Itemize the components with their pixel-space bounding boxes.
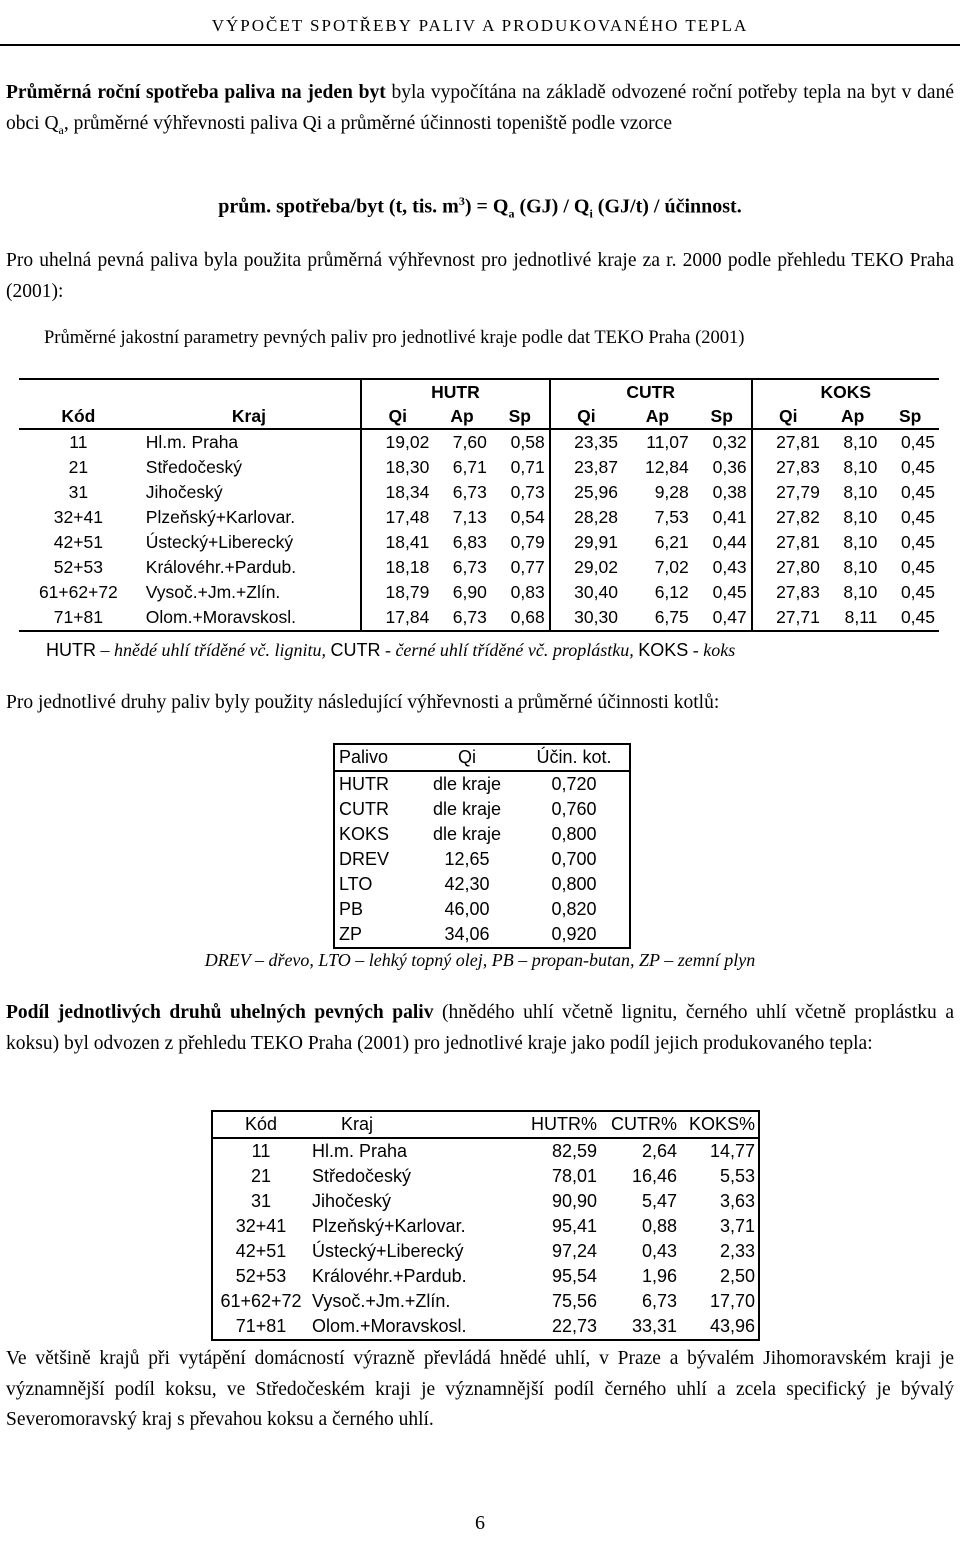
table-row: [19, 455, 939, 480]
cell-value: 27,79: [752, 480, 824, 505]
cell-value: 0,77: [510, 557, 545, 577]
table-row: [212, 1164, 759, 1189]
cell-kod: 52+53: [235, 1266, 287, 1286]
formula-sup: 3: [458, 194, 465, 208]
cell-palivo: PB: [339, 899, 364, 919]
cell-cutr-pct: 0,43: [641, 1241, 677, 1261]
table-row: [334, 897, 630, 922]
group-hutr: HUTR: [361, 379, 550, 404]
cell-kraj: Královéhr.+Pardub.: [312, 1266, 467, 1286]
cell-value: 23,35: [550, 429, 622, 455]
table-row: [212, 1189, 759, 1214]
cell-value: 30,40: [550, 580, 622, 605]
cell-kraj: Královéhr.+Pardub.: [145, 557, 297, 577]
cell-value: 0,47: [712, 607, 747, 627]
cell-kraj: Plzeňský+Karlovar.: [145, 507, 296, 527]
table-row: [19, 429, 939, 455]
formula-sub-i: i: [589, 206, 593, 221]
cell-palivo: CUTR: [339, 799, 389, 819]
table-row: [212, 1239, 759, 1264]
intro-sub-a: a: [58, 122, 64, 137]
cell-value: 6,71: [452, 457, 487, 477]
intro-text-2: , průměrné výhřevnosti paliva Qi a průměrné účinnosti topeniště podle vzorce: [63, 112, 672, 134]
intro-text-1: byla vypočítána na základě odvozené roční potřeby tepla na byt v dané obci Q: [6, 82, 954, 134]
cell-qi: dle kraje: [432, 824, 502, 844]
page-number: 6: [475, 1512, 485, 1534]
table2-note: DREV – dřevo, LTO – lehký topný olej, PB – propan-butan, ZP – zemní plyn: [204, 950, 756, 970]
note-cutr: CUTR: [330, 640, 381, 660]
cell-value: 28,28: [550, 505, 622, 530]
cell-koks-pct: 2,50: [719, 1266, 755, 1286]
cell-kraj: Vysoč.+Jm.+Zlín.: [145, 582, 281, 602]
cell-value: 6,73: [452, 482, 487, 502]
formula-part-2: ) = Q: [464, 195, 509, 218]
table-row: [19, 505, 939, 530]
cell-kraj: Vysoč.+Jm.+Zlín.: [312, 1291, 451, 1311]
cell-value: 0,45: [712, 582, 747, 602]
cell-cutr-pct: 16,46: [631, 1166, 677, 1186]
cell-koks-pct: 2,33: [719, 1241, 755, 1261]
col-hutr-qi: Qi: [361, 404, 433, 429]
cell-koks-pct: 14,77: [709, 1141, 755, 1161]
cell-value: 6,75: [654, 607, 689, 627]
cell-value: 0,44: [712, 532, 747, 552]
cell-hutr-pct: 90,90: [551, 1191, 597, 1211]
cell-value: 0,45: [900, 582, 935, 602]
cell-cutr-pct: 33,31: [631, 1316, 677, 1336]
cell-hutr-pct: 75,56: [551, 1291, 597, 1311]
cell-palivo: LTO: [339, 874, 373, 894]
cell-value: 0,83: [510, 582, 545, 602]
col-cutr-ap: Ap: [645, 405, 670, 426]
cell-value: 12,84: [644, 457, 689, 477]
cell-kod: 42+51: [235, 1241, 287, 1261]
formula-part-3: (GJ) / Q: [514, 195, 590, 218]
cell-value: 17,84: [361, 605, 433, 631]
cell-value: 25,96: [550, 480, 622, 505]
cell-value: 0,45: [900, 457, 935, 477]
cell-cutr-pct: 2,64: [641, 1141, 677, 1161]
cell-value: 0,43: [712, 557, 747, 577]
cell-value: 11,07: [646, 432, 689, 452]
cell-value: 18,30: [361, 455, 433, 480]
cell-value: 27,81: [752, 429, 824, 455]
cell-value: 8,11: [844, 607, 878, 627]
table-row: [212, 1214, 759, 1239]
col-cutr-pct: CUTR%: [611, 1114, 677, 1134]
cell-value: 6,73: [452, 607, 487, 627]
cell-kraj: Středočeský: [145, 457, 243, 477]
cell-hutr-pct: 95,41: [551, 1216, 597, 1236]
cell-qi: 42,30: [444, 874, 490, 894]
share-bold-lead: Podíl jednotlivých druhů uhelných pevných paliv: [6, 1002, 434, 1023]
cell-hutr-pct: 22,73: [551, 1316, 597, 1336]
cell-kod: 21: [68, 457, 89, 477]
cell-ucinnost: 0,920: [551, 924, 597, 944]
group-koks: KOKS: [752, 379, 939, 404]
col-cutr-sp: Sp: [710, 405, 733, 426]
cell-value: 18,79: [361, 580, 433, 605]
cell-kod: 42+51: [53, 532, 103, 552]
cell-kod: 61+62+72: [38, 582, 118, 602]
cell-kod: 31: [250, 1191, 272, 1211]
intro-paragraph: [6, 78, 954, 145]
cell-koks-pct: 3,71: [719, 1216, 755, 1236]
col-hutr-sp: Sp: [508, 405, 531, 426]
table-row: [19, 530, 939, 555]
cell-kraj: Olom.+Moravskosl.: [312, 1316, 467, 1336]
cell-cutr-pct: 6,73: [641, 1291, 677, 1311]
cell-value: 9,28: [654, 482, 689, 502]
col-koks-sp: Sp: [899, 405, 922, 426]
col-kraj: Kraj: [231, 405, 266, 426]
cell-value: 0,68: [510, 607, 545, 627]
cell-value: 8,10: [843, 582, 878, 602]
table-row: [334, 872, 630, 897]
table-row: [334, 822, 630, 847]
cell-value: 6,83: [452, 532, 487, 552]
table1-group-row: [19, 379, 939, 404]
cell-value: 8,10: [843, 532, 878, 552]
formula-sub-a: a: [508, 206, 515, 221]
cell-kraj: Ústecký+Liberecký: [145, 532, 294, 552]
cell-value: 0,73: [510, 482, 545, 502]
cell-koks-pct: 5,53: [719, 1166, 755, 1186]
cell-kraj: Hl.m. Praha: [145, 432, 239, 452]
note-koks-desc: - koks: [688, 640, 736, 660]
table-row: [212, 1314, 759, 1340]
cell-value: 6,90: [452, 582, 487, 602]
coal-share-table: [211, 1110, 760, 1341]
col-ucinnost: Účin. kot.: [536, 747, 612, 767]
cell-qi: 34,06: [444, 924, 490, 944]
cell-value: 27,80: [752, 555, 824, 580]
intro-bold-lead: Průměrná roční spotřeba paliva na jeden byt: [6, 82, 386, 103]
cell-value: 0,71: [510, 457, 545, 477]
cell-value: 17,48: [361, 505, 433, 530]
table-row: [19, 580, 939, 605]
col-koks-ap: Ap: [840, 405, 865, 426]
table-row: [334, 847, 630, 872]
cell-kod: 31: [68, 482, 89, 502]
cell-value: 19,02: [361, 429, 433, 455]
cell-cutr-pct: 5,47: [641, 1191, 677, 1211]
cell-value: 18,41: [361, 530, 433, 555]
cell-value: 0,45: [900, 507, 935, 527]
cell-value: 0,45: [900, 557, 935, 577]
cell-hutr-pct: 97,24: [551, 1241, 597, 1261]
table3-header-row: [212, 1111, 759, 1138]
cell-value: 7,53: [654, 507, 689, 527]
header-rule: [0, 44, 960, 46]
cell-value: 8,10: [843, 432, 878, 452]
table-row: [19, 480, 939, 505]
table-row: [212, 1264, 759, 1289]
col-kraj: Kraj: [341, 1114, 374, 1134]
note-hutr-desc: – hnědé uhlí tříděné vč. lignitu,: [96, 640, 331, 660]
share-paragraph: [6, 998, 954, 1059]
cell-kod: 71+81: [53, 607, 103, 627]
cell-value: 29,91: [550, 530, 622, 555]
col-cutr-qi: Qi: [550, 404, 622, 429]
cell-value: 23,87: [550, 455, 622, 480]
cell-value: 18,18: [361, 555, 433, 580]
cell-value: 8,10: [843, 557, 878, 577]
cell-value: 0,32: [712, 432, 747, 452]
table-row: [334, 922, 630, 948]
cell-value: 30,30: [550, 605, 622, 631]
cell-value: 8,10: [843, 482, 878, 502]
cell-ucinnost: 0,820: [551, 899, 597, 919]
cell-cutr-pct: 1,96: [641, 1266, 677, 1286]
cell-value: 7,60: [452, 432, 487, 452]
cell-kraj: Hl.m. Praha: [312, 1141, 408, 1161]
final-paragraph: Ve většině krajů při vytápění domácností výrazně převládá hnědé uhlí, v Praze a bývalém Jihomoravském kraji je významnější podíl koksu, ve Středočeském kraji je významnější podíl černého uhlí a zcela specifický je bývalý Severomoravský kraj s převahou koksu a černého uhlí.: [6, 1348, 954, 1430]
note-koks: KOKS: [638, 640, 689, 660]
cell-value: 27,81: [752, 530, 824, 555]
note-hutr: HUTR: [46, 640, 96, 660]
cell-value: 8,10: [843, 507, 878, 527]
cell-kod: 21: [250, 1166, 272, 1186]
cell-kraj: Plzeňský+Karlovar.: [312, 1216, 466, 1236]
col-hutr-ap: Ap: [450, 405, 474, 426]
cell-value: 7,02: [654, 557, 689, 577]
formula-part-4: (GJ/t) / účinnost.: [592, 195, 742, 218]
cell-kraj: Středočeský: [312, 1166, 412, 1186]
cell-value: 0,45: [900, 607, 935, 627]
cell-kod: 32+41: [235, 1216, 287, 1236]
cell-value: 6,12: [654, 582, 689, 602]
col-qi: Qi: [458, 747, 476, 767]
cell-kraj: Jihočeský: [145, 482, 223, 502]
cell-kod: 11: [251, 1141, 271, 1161]
cell-value: 29,02: [550, 555, 622, 580]
cell-value: 0,45: [900, 482, 935, 502]
cell-kod: 32+41: [53, 507, 103, 527]
group-cutr: CUTR: [550, 379, 752, 404]
cell-value: 0,41: [712, 507, 747, 527]
cell-value: 27,83: [752, 455, 824, 480]
cell-value: 0,58: [510, 432, 545, 452]
cell-hutr-pct: 95,54: [551, 1266, 597, 1286]
boiler-efficiency-table: [333, 743, 631, 949]
cell-value: 27,82: [752, 505, 824, 530]
cell-ucinnost: 0,800: [551, 824, 597, 844]
cell-ucinnost: 0,700: [551, 849, 597, 869]
col-kod: Kód: [244, 1114, 278, 1134]
cell-kod: 71+81: [235, 1316, 287, 1336]
page-header: VÝPOČET SPOTŘEBY PALIV A PRODUKOVANÉHO TEPLA: [211, 16, 749, 35]
cell-palivo: DREV: [339, 849, 390, 869]
note-cutr-desc: - černé uhlí tříděné vč. proplástku,: [380, 640, 639, 660]
cell-value: 0,45: [900, 432, 935, 452]
cell-qi: dle kraje: [432, 799, 502, 819]
cell-value: 0,54: [510, 507, 545, 527]
cell-koks-pct: 3,63: [719, 1191, 755, 1211]
col-palivo: Palivo: [339, 747, 389, 767]
cell-kraj: Olom.+Moravskosl.: [145, 607, 297, 627]
cell-value: 0,38: [712, 482, 747, 502]
cell-palivo: KOKS: [339, 824, 390, 844]
formula-part-1: prům. spotřeba/byt (t, tis. m: [218, 195, 459, 218]
cell-value: 18,34: [361, 480, 433, 505]
table1-note: [46, 640, 735, 661]
cell-value: 27,83: [752, 580, 824, 605]
fuels-paragraph: Pro jednotlivé druhy paliv byly použity následující výhřevnosti a průměrné účinnosti kotlů:: [6, 692, 720, 713]
cell-kraj: Jihočeský: [312, 1191, 392, 1211]
col-koks-qi: Qi: [752, 404, 824, 429]
cell-value: 6,73: [452, 557, 487, 577]
cell-hutr-pct: 82,59: [551, 1141, 597, 1161]
share-text: (hnědého uhlí včetně lignitu, černého uhlí včetně proplástku a koksu) byl odvozen z přehledu TEKO Praha (2001) pro jednotlivé kraje jako podíl jejich produkovaného tepla:: [6, 1002, 954, 1054]
cell-value: 27,71: [752, 605, 824, 631]
cell-qi: dle kraje: [432, 774, 502, 794]
table2-header-row: [334, 744, 630, 771]
cell-hutr-pct: 78,01: [551, 1166, 597, 1186]
table1-header-row: [19, 404, 939, 429]
cell-koks-pct: 43,96: [709, 1316, 755, 1336]
teko-paragraph: Pro uhelná pevná paliva byla použita průměrná výhřevnost pro jednotlivé kraje za r. 2000 podle přehledu TEKO Praha (2001):: [6, 250, 954, 302]
table1-caption: Průměrné jakostní parametry pevných paliv pro jednotlivé kraje podle dat TEKO Praha (2001): [44, 328, 745, 348]
cell-palivo: HUTR: [339, 774, 389, 794]
table-row: [19, 555, 939, 580]
cell-palivo: ZP: [339, 924, 363, 944]
cell-ucinnost: 0,760: [551, 799, 597, 819]
col-hutr-pct: HUTR%: [531, 1114, 597, 1134]
table-row: [334, 771, 630, 797]
cell-value: 0,36: [712, 457, 747, 477]
cell-koks-pct: 17,70: [709, 1291, 755, 1311]
cell-qi: 12,65: [444, 849, 490, 869]
cell-kod: 52+53: [53, 557, 103, 577]
table-row: [19, 605, 939, 631]
cell-cutr-pct: 0,88: [641, 1216, 677, 1236]
cell-kod: 61+62+72: [220, 1291, 302, 1311]
cell-ucinnost: 0,800: [551, 874, 597, 894]
col-koks-pct: KOKS%: [688, 1114, 755, 1134]
col-kod: Kód: [61, 405, 96, 426]
table-row: [334, 797, 630, 822]
cell-value: 0,79: [510, 532, 545, 552]
cell-value: 0,45: [900, 532, 935, 552]
table-row: [212, 1138, 759, 1164]
fuel-formula: [0, 194, 960, 222]
cell-kod: 11: [69, 432, 88, 452]
cell-value: 8,10: [843, 457, 878, 477]
table-row: [212, 1289, 759, 1314]
cell-qi: 46,00: [444, 899, 490, 919]
fuel-quality-table: [19, 378, 939, 632]
cell-kraj: Ústecký+Liberecký: [312, 1241, 464, 1261]
cell-value: 7,13: [452, 507, 487, 527]
cell-value: 6,21: [654, 532, 689, 552]
cell-ucinnost: 0,720: [551, 774, 597, 794]
